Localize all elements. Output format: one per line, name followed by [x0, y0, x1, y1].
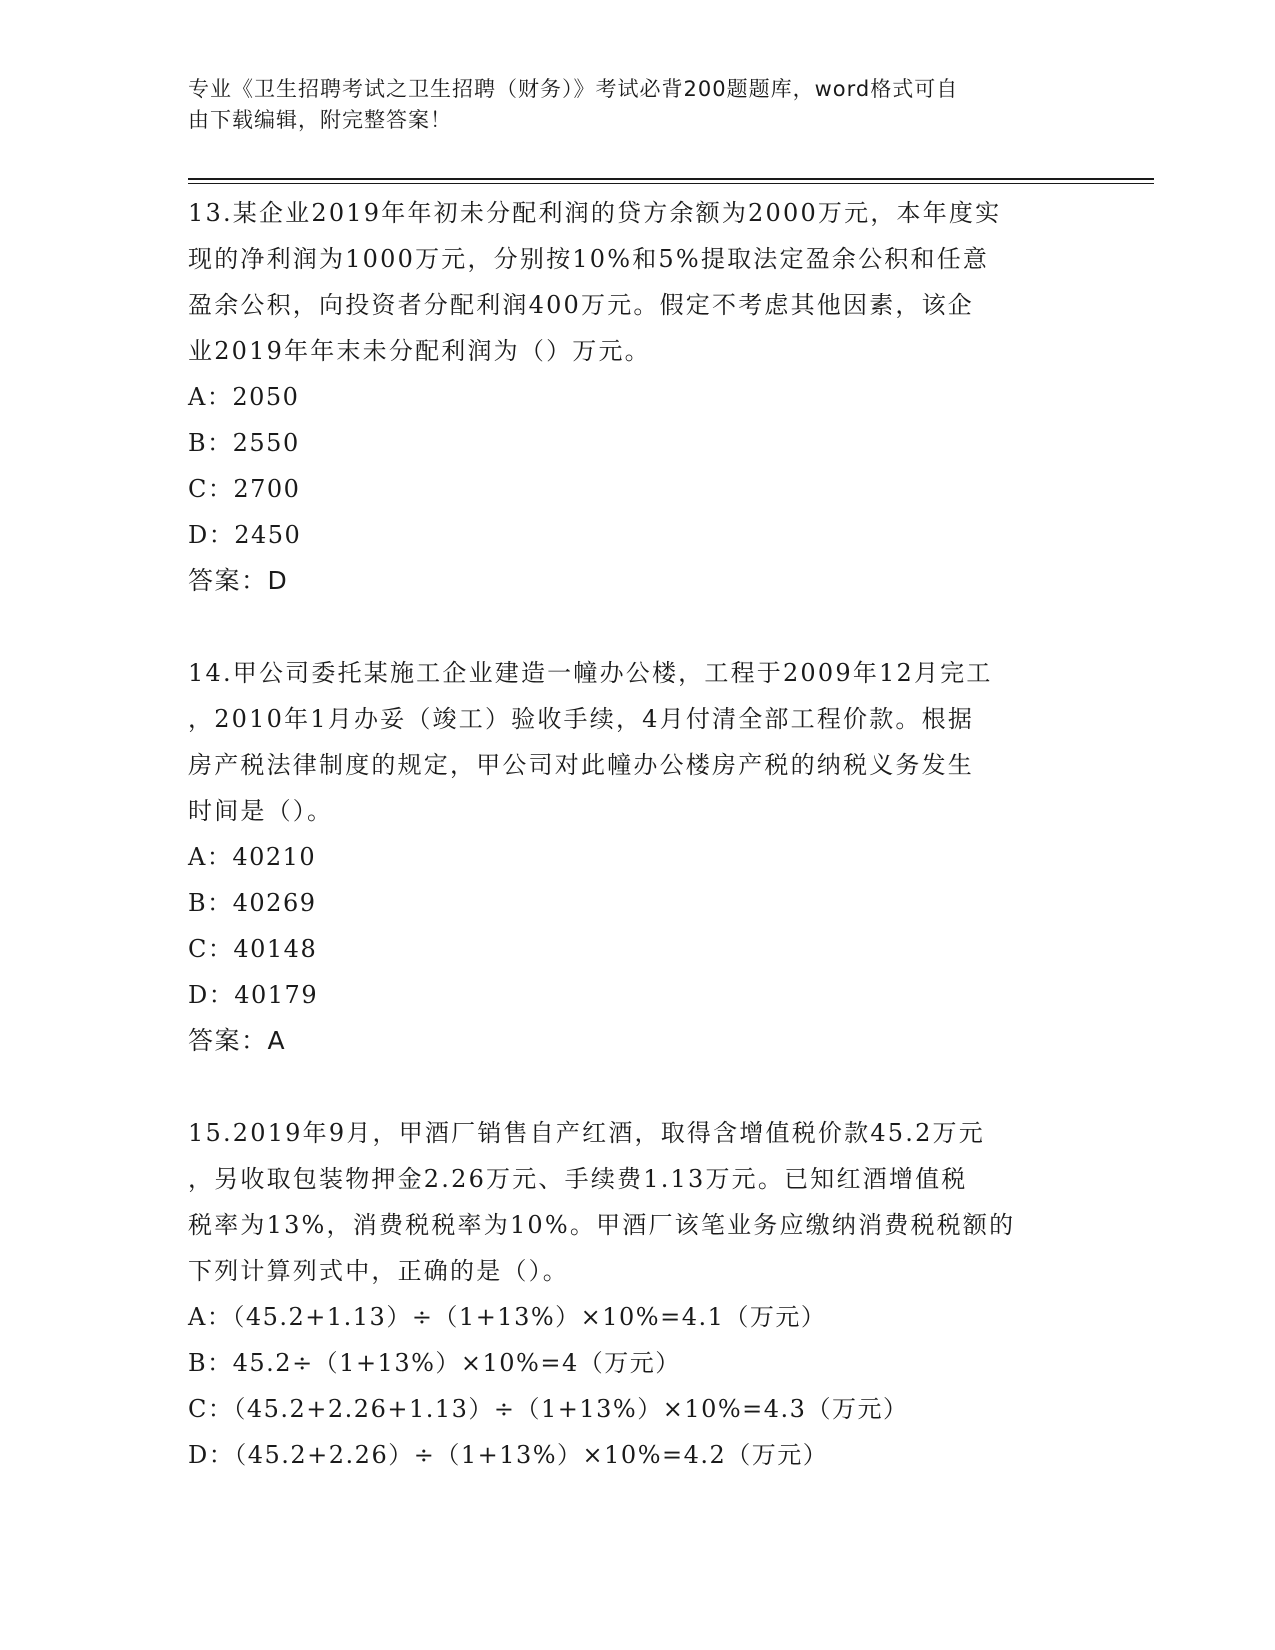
option-c: C：（45.2+2.26+1.13）÷（1+13%）×10%=4.3（万元） [188, 1395, 909, 1423]
question-stem-line: 业2019年年末未分配利润为（）万元。 [188, 337, 651, 365]
option-a: A：（45.2+1.13）÷（1+13%）×10%=4.1（万元） [188, 1303, 827, 1331]
option-a: A：40210 [188, 843, 317, 871]
question-stem-line: ，另收取包装物押金2.26万元、手续费1.13万元。已知红酒增值税 [188, 1165, 968, 1193]
question-stem-line: 盈余公积，向投资者分配利润400万元。假定不考虑其他因素，该企 [188, 291, 975, 319]
question-stem-line: 税率为13%，消费税税率为10%。甲酒厂该笔业务应缴纳消费税税额的 [188, 1211, 1016, 1239]
question-stem-line: 14.甲公司委托某施工企业建造一幢办公楼，工程于2009年12月完工 [188, 659, 993, 687]
question-stem-line: 15.2019年9月，甲酒厂销售自产红酒，取得含增值税价款45.2万元 [188, 1119, 985, 1147]
question-13 [188, 190, 1088, 604]
option-d: D：2450 [188, 521, 302, 549]
question-stem-line: 房产税法律制度的规定，甲公司对此幢办公楼房产税的纳税义务发生 [188, 751, 974, 779]
question-stem-line: ，2010年1月办妥（竣工）验收手续，4月付清全部工程价款。根据 [188, 705, 975, 733]
option-a: A：2050 [188, 383, 300, 411]
question-list [188, 190, 1088, 1478]
option-b: B：40269 [188, 889, 317, 917]
document-header [188, 74, 1068, 136]
question-stem-line: 时间是（）。 [188, 797, 334, 825]
question-14 [188, 650, 1088, 1064]
header-line-1: 专业《卫生招聘考试之卫生招聘（财务）》考试必背200题题库，word格式可自 [188, 77, 959, 101]
option-d: D：40179 [188, 981, 319, 1009]
option-b: B：2550 [188, 429, 300, 457]
question-stem-line: 13.某企业2019年年初未分配利润的贷方余额为2000万元，本年度实 [188, 199, 1002, 227]
option-d: D：（45.2+2.26）÷（1+13%）×10%=4.2（万元） [188, 1441, 829, 1469]
spacer [188, 1064, 1088, 1110]
option-b: B：45.2÷（1+13%）×10%=4（万元） [188, 1349, 681, 1377]
header-divider [188, 178, 1154, 180]
option-c: C：2700 [188, 475, 301, 503]
header-divider-thin [188, 183, 1154, 184]
answer-line: 答案：A [188, 1026, 287, 1055]
answer-line: 答案：D [188, 566, 289, 595]
question-stem-line: 下列计算列式中，正确的是（）。 [188, 1257, 569, 1285]
question-15 [188, 1110, 1088, 1478]
question-stem-line: 现的净利润为1000万元，分别按10%和5%提取法定盈余公积和任意 [188, 245, 990, 273]
option-c: C：40148 [188, 935, 318, 963]
header-line-2: 由下载编辑，附完整答案！ [188, 108, 452, 132]
spacer [188, 604, 1088, 650]
